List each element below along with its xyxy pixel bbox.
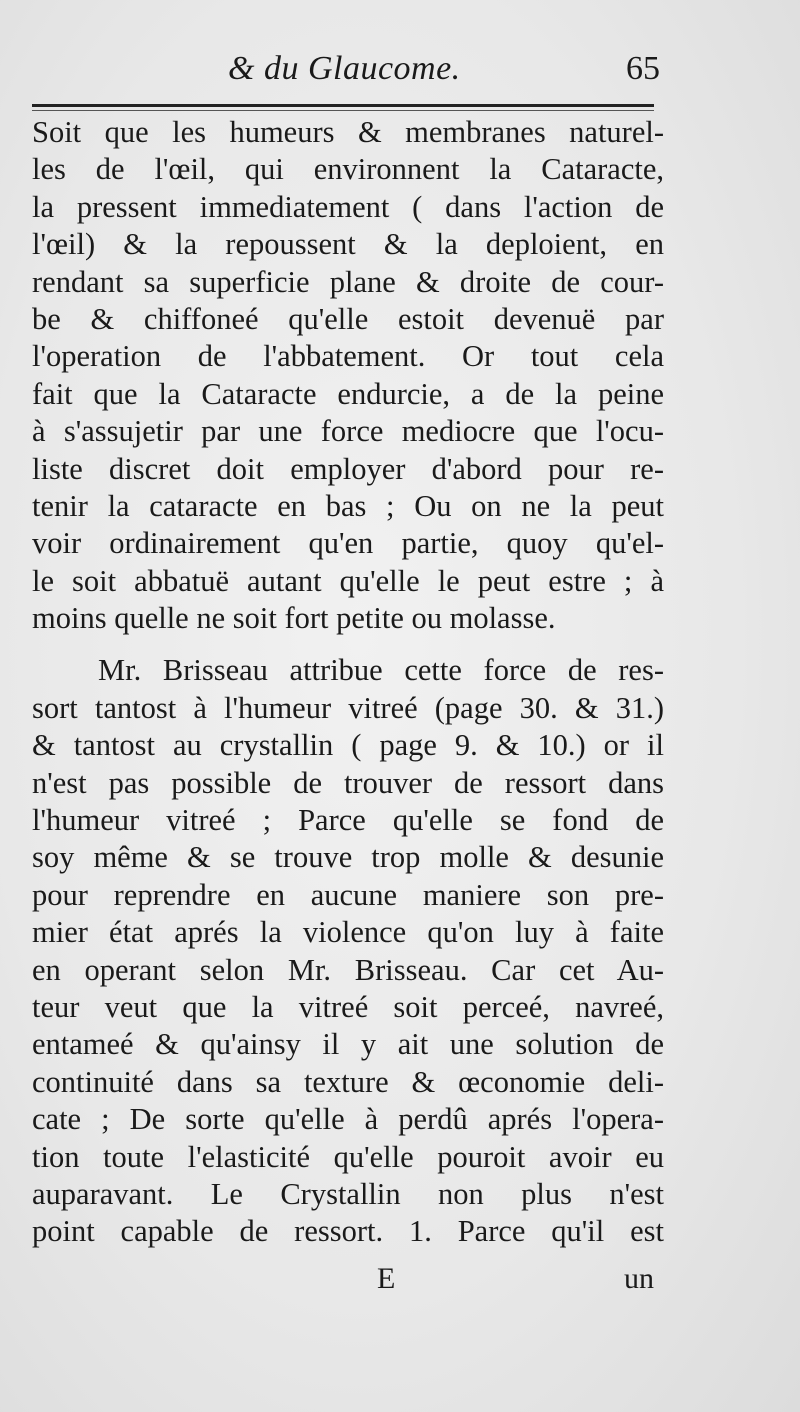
text-line: n'est pas possible de trouver de ressort dans bbox=[32, 765, 664, 800]
text-line: moins quelle ne soit fort petite ou molasse. bbox=[32, 601, 556, 636]
text-line: à s'assujetir par une force mediocre que l'ocu- bbox=[32, 414, 664, 449]
signature-mark: E bbox=[377, 1262, 396, 1295]
text-line: liste discret doit employer d'abord pour re- bbox=[32, 451, 664, 486]
text-line: continuité dans sa texture & œconomie deli- bbox=[32, 1064, 664, 1099]
text-line: be & chiffoneé qu'elle estoit devenuë par bbox=[32, 301, 664, 336]
text-line: mier état aprés la violence qu'on luy à faite bbox=[32, 915, 664, 950]
text-line: auparavant. Le Crystallin non plus n'est bbox=[32, 1176, 664, 1211]
text-line: soy même & se trouve trop molle & desunie bbox=[32, 840, 664, 875]
page-footer bbox=[0, 1262, 800, 1306]
running-head bbox=[0, 48, 800, 98]
text-line: l'humeur vitreé ; Parce qu'elle se fond de bbox=[32, 803, 664, 838]
text-line: teur veut que la vitreé soit perceé, navreé, bbox=[32, 989, 664, 1024]
text-line: cate ; De sorte qu'elle à perdû aprés l'opera- bbox=[32, 1102, 664, 1137]
text-line: pour reprendre en aucune maniere son pre- bbox=[32, 877, 664, 912]
text-line: sort tantost à l'humeur vitreé (page 30. & 31.) bbox=[32, 690, 664, 725]
text-line: fait que la Cataracte endurcie, a de la peine bbox=[32, 376, 664, 411]
text-line: rendant sa superficie plane & droite de cour- bbox=[32, 264, 664, 299]
text-line: l'operation de l'abbatement. Or tout cela bbox=[32, 339, 664, 374]
paragraph-gap bbox=[32, 637, 664, 652]
text-line: tion toute l'elasticité qu'elle pouroit avoir eu bbox=[32, 1139, 664, 1174]
page-number: 65 bbox=[626, 50, 660, 87]
text-line: en operant selon Mr. Brisseau. Car cet Au- bbox=[32, 952, 664, 987]
text-line: l'œil) & la repoussent & la deploient, en bbox=[32, 227, 664, 262]
text-line: la pressent immediatement ( dans l'action de bbox=[32, 189, 664, 224]
header-rule-thin bbox=[32, 110, 654, 111]
text-line: Soit que les humeurs & membranes naturel- bbox=[32, 115, 664, 149]
text-line: & tantost au crystallin ( page 9. & 10.) or il bbox=[32, 728, 664, 763]
header-rule bbox=[32, 104, 654, 107]
text-line: les de l'œil, qui environnent la Cataracte, bbox=[32, 152, 664, 187]
running-title: & du Glaucome. bbox=[228, 50, 461, 87]
paragraph-2 bbox=[32, 652, 664, 1250]
text-line: le soit abbatuë autant qu'elle le peut estre ; à bbox=[32, 563, 664, 598]
paragraph-1 bbox=[32, 114, 664, 637]
text-line: point capable de ressort. 1. Parce qu'il est bbox=[32, 1214, 664, 1249]
catchword: un bbox=[624, 1262, 654, 1295]
text-line: entameé & qu'ainsy il y ait une solution de bbox=[32, 1027, 664, 1062]
text-line: voir ordinairement qu'en partie, quoy qu'el- bbox=[32, 526, 664, 561]
text-line: tenir la cataracte en bas ; Ou on ne la peut bbox=[32, 488, 664, 523]
text-line: Mr. Brisseau attribue cette force de res- bbox=[98, 653, 664, 688]
body-text bbox=[32, 114, 664, 1251]
